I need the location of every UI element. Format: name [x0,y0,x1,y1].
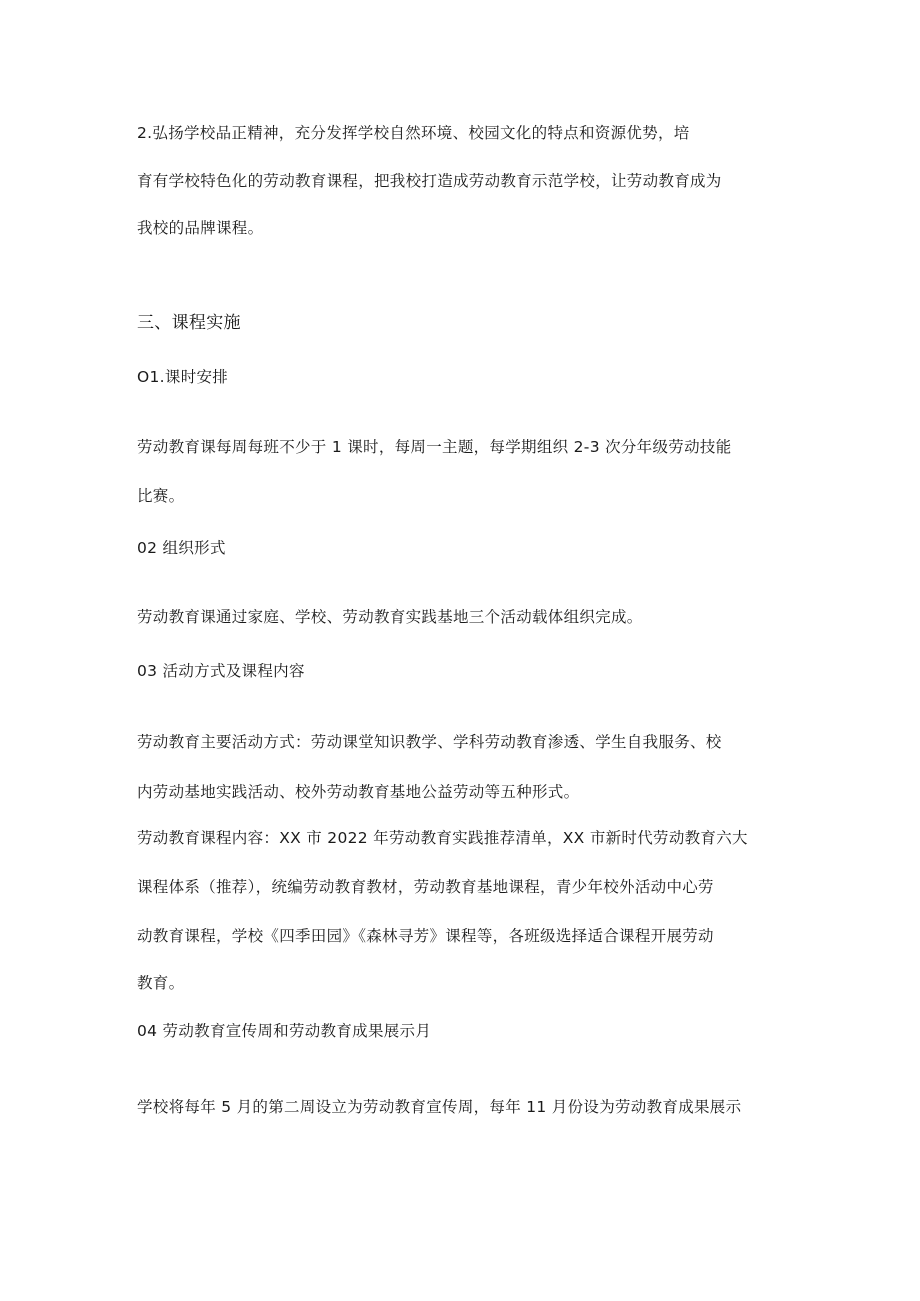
section-heading: 三、课程实施 [137,313,241,333]
text-line: 教育。 [137,974,185,992]
text-line: 内劳动基地实践活动、校外劳动教育基地公益劳动等五种形式。 [137,783,580,801]
text-line: 我校的品牌课程。 [137,219,264,237]
text-line: 学校将每年 5 月的第二周设立为劳动教育宣传周，每年 11 月份设为劳动教育成果展示 [137,1098,742,1116]
text-line: O1.课时安排 [137,368,229,386]
text-line: 02 组织形式 [137,539,226,557]
text-line: 育有学校特色化的劳动教育课程，把我校打造成劳动教育示范学校，让劳动教育成为 [137,172,722,190]
text-line: 劳动教育课每周每班不少于 1 课时，每周一主题，每学期组织 2-3 次分年级劳动技能 [137,438,732,456]
text-line: 课程体系（推荐），统编劳动教育教材，劳动教育基地课程，青少年校外活动中心劳 [137,878,714,896]
text-line: 比赛。 [137,487,185,505]
text-line: 劳动教育课程内容：XX 市 2022 年劳动教育实践推荐清单，XX 市新时代劳动教育六大 [137,829,748,847]
text-line: 03 活动方式及课程内容 [137,662,305,680]
text-line: 动教育课程，学校《四季田园》《森林寻芳》课程等，各班级选择适合课程开展劳动 [137,927,714,945]
text-line: 劳动教育主要活动方式：劳动课堂知识教学、学科劳动教育渗透、学生自我服务、校 [137,733,722,751]
text-line: 2.弘扬学校品正精神，充分发挥学校自然环境、校园文化的特点和资源优势，培 [137,124,690,142]
text-line: 劳动教育课通过家庭、学校、劳动教育实践基地三个活动载体组织完成。 [137,608,643,626]
text-line: 04 劳动教育宣传周和劳动教育成果展示月 [137,1022,432,1040]
